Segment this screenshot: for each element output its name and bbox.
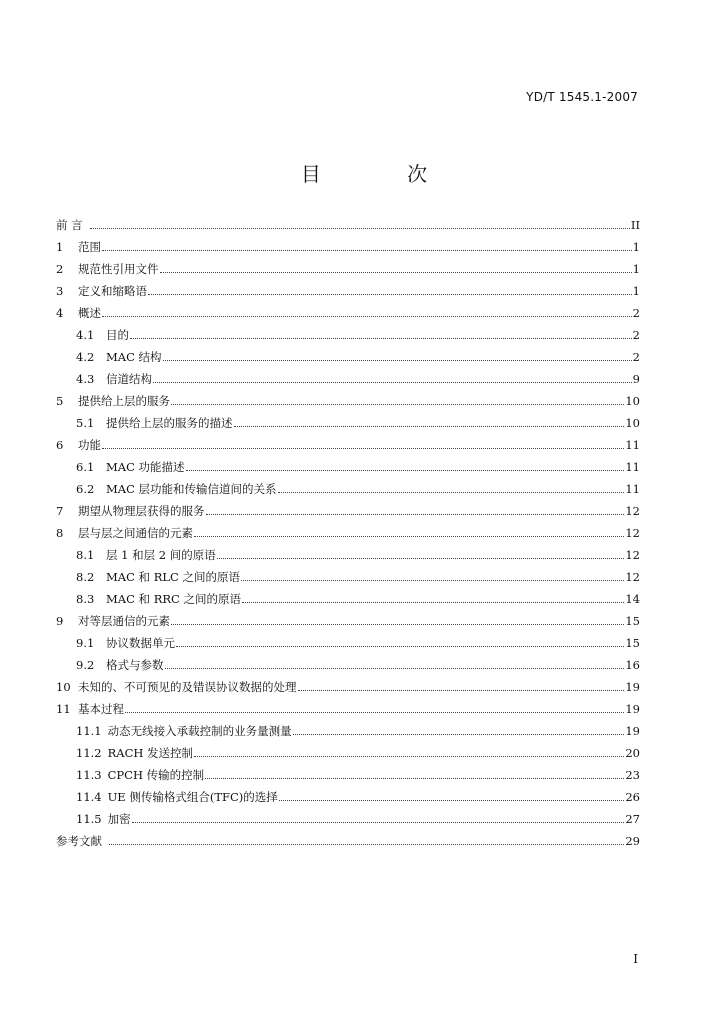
dot-leader — [242, 602, 624, 603]
dot-leader — [186, 470, 625, 471]
toc-entry[interactable] — [56, 500, 640, 522]
toc-entry-page: 16 — [625, 658, 640, 672]
dot-leader — [176, 646, 624, 647]
toc-entry-number: 11.2 — [76, 746, 102, 760]
toc-entry-number: 6 — [56, 438, 64, 452]
dot-leader — [130, 338, 632, 339]
toc-entry-label: MAC 和 RRC 之间的原语 — [106, 592, 241, 606]
dot-leader — [278, 492, 625, 493]
toc-entry[interactable] — [56, 698, 640, 720]
toc-entry-number: 5 — [56, 394, 64, 408]
dot-leader — [241, 580, 624, 581]
toc-entry[interactable] — [56, 764, 640, 786]
toc-entry-label: 信道结构 — [106, 372, 152, 386]
toc-entry-label: 动态无线接入承载控制的业务量测量 — [107, 724, 292, 738]
toc-entry-number: 6.1 — [76, 460, 95, 474]
toc-entry-label: MAC 和 RLC 之间的原语 — [106, 570, 240, 584]
dot-leader — [194, 536, 624, 537]
dot-leader — [279, 800, 625, 801]
toc-entry[interactable] — [56, 412, 640, 434]
document-code: YD/T 1545.1-2007 — [526, 90, 638, 104]
toc-entry[interactable] — [56, 720, 640, 742]
page-title: 目 次 — [300, 162, 468, 186]
toc-entry-number: 8.1 — [76, 548, 95, 562]
toc-entry-number: 11.4 — [76, 790, 102, 804]
dot-leader — [205, 778, 624, 779]
toc-entry-page: 1 — [632, 240, 640, 254]
toc-entry[interactable] — [56, 544, 640, 566]
toc-entry-page: 10 — [625, 394, 640, 408]
dot-leader — [125, 712, 624, 713]
toc-entry[interactable] — [56, 566, 640, 588]
toc-entry-label: 层与层之间通信的元素 — [78, 526, 193, 540]
toc-entry-page: 2 — [632, 328, 640, 342]
toc-entry-page: 11 — [625, 460, 640, 474]
dot-leader — [217, 558, 625, 559]
toc-entry-number: 8 — [56, 526, 64, 540]
dot-leader — [206, 514, 625, 515]
toc-entry-number: 5.1 — [76, 416, 95, 430]
toc-entry-page: 11 — [625, 482, 640, 496]
toc-entry-page: 29 — [625, 834, 640, 848]
toc-entry-number: 10 — [56, 680, 71, 694]
toc-entry-number: 11 — [56, 702, 71, 716]
toc-entry-label: 规范性引用文件 — [78, 262, 159, 276]
page-number: I — [633, 952, 638, 966]
toc-entry-label: MAC 层功能和传输信道间的关系 — [106, 482, 277, 496]
toc-entry-page: 14 — [625, 592, 640, 606]
dot-leader — [171, 624, 624, 625]
toc-entry[interactable] — [56, 434, 640, 456]
toc-entry[interactable] — [56, 478, 640, 500]
toc-entry-page: 11 — [625, 438, 640, 452]
toc-entry-page: 12 — [625, 570, 640, 584]
toc-entry-number: 11.5 — [76, 812, 102, 826]
dot-leader — [148, 294, 632, 295]
toc-entry[interactable] — [56, 830, 640, 852]
dot-leader — [102, 448, 624, 449]
toc-entry[interactable] — [56, 456, 640, 478]
toc-entry[interactable] — [56, 786, 640, 808]
toc-entry-page: 27 — [625, 812, 640, 826]
toc-entry-label: 对等层通信的元素 — [78, 614, 170, 628]
toc-entry[interactable] — [56, 302, 640, 324]
toc-entry-number: 前 言 — [56, 218, 83, 232]
toc-entry[interactable] — [56, 676, 640, 698]
toc-entry-label: RACH 发送控制 — [107, 746, 194, 760]
toc-entry-number: 9.2 — [76, 658, 95, 672]
toc-entry-page: 12 — [625, 504, 640, 518]
dot-leader — [293, 734, 625, 735]
dot-leader — [102, 250, 632, 251]
toc-entry-label: 加密 — [107, 812, 131, 826]
toc-entry-page: 20 — [625, 746, 640, 760]
toc-entry-label: UE 侧传输格式组合(TFC)的选择 — [107, 790, 278, 804]
toc-entry-label: 协议数据单元 — [106, 636, 175, 650]
toc-entry-number: 参考文献 — [56, 834, 102, 848]
dot-leader — [90, 228, 630, 229]
dot-leader — [163, 360, 632, 361]
toc-entry-page: 15 — [625, 636, 640, 650]
toc-entry-label: MAC 功能描述 — [106, 460, 185, 474]
dot-leader — [109, 844, 624, 845]
dot-leader — [153, 382, 632, 383]
toc-entry-page: 10 — [625, 416, 640, 430]
table-of-contents — [56, 214, 640, 852]
dot-leader — [160, 272, 632, 273]
toc-entry-page: 2 — [632, 306, 640, 320]
toc-entry-number: 4.3 — [76, 372, 95, 386]
dot-leader — [102, 316, 632, 317]
toc-entry-label: 目的 — [106, 328, 129, 342]
toc-entry-page: 26 — [625, 790, 640, 804]
toc-entry-number: 4.1 — [76, 328, 95, 342]
toc-entry-page: 1 — [632, 284, 640, 298]
toc-entry[interactable] — [56, 236, 640, 258]
toc-entry-number: 11.3 — [76, 768, 102, 782]
toc-entry[interactable] — [56, 346, 640, 368]
toc-entry[interactable] — [56, 390, 640, 412]
toc-entry-page: 19 — [625, 724, 640, 738]
dot-leader — [194, 756, 624, 757]
toc-entry-label: 提供给上层的服务的描述 — [106, 416, 233, 430]
toc-entry[interactable] — [56, 654, 640, 676]
toc-entry[interactable] — [56, 522, 640, 544]
toc-entry-number: 9 — [56, 614, 64, 628]
toc-entry[interactable] — [56, 632, 640, 654]
toc-entry-number: 7 — [56, 504, 64, 518]
toc-entry-number: 8.2 — [76, 570, 95, 584]
toc-entry-number: 11.1 — [76, 724, 102, 738]
toc-entry-page: 19 — [625, 702, 640, 716]
toc-entry-label: 层 1 和层 2 间的原语 — [106, 548, 216, 562]
toc-entry-label: 范围 — [78, 240, 101, 254]
toc-entry-label: 概述 — [78, 306, 101, 320]
toc-entry-number: 9.1 — [76, 636, 95, 650]
toc-entry-page: 15 — [625, 614, 640, 628]
toc-entry-number: 3 — [56, 284, 64, 298]
toc-entry[interactable] — [56, 742, 640, 764]
toc-entry[interactable] — [56, 280, 640, 302]
toc-entry-number: 6.2 — [76, 482, 95, 496]
toc-entry[interactable] — [56, 258, 640, 280]
toc-entry-page: 12 — [625, 548, 640, 562]
toc-entry[interactable] — [56, 368, 640, 390]
toc-entry-label: 期望从物理层获得的服务 — [78, 504, 205, 518]
toc-entry-page: 1 — [632, 262, 640, 276]
dot-leader — [234, 426, 625, 427]
toc-entry-label: 未知的、不可预见的及错误协议数据的处理 — [78, 680, 297, 694]
toc-entry[interactable] — [56, 808, 640, 830]
toc-entry[interactable] — [56, 588, 640, 610]
dot-leader — [165, 668, 625, 669]
toc-entry-number: 8.3 — [76, 592, 95, 606]
toc-entry[interactable] — [56, 610, 640, 632]
toc-entry-label: CPCH 传输的控制 — [107, 768, 205, 782]
toc-entry-page: 12 — [625, 526, 640, 540]
toc-entry-page: 19 — [625, 680, 640, 694]
toc-entry-page: 2 — [632, 350, 640, 364]
toc-entry-label: MAC 结构 — [106, 350, 162, 364]
dot-leader — [171, 404, 624, 405]
toc-entry-label: 提供给上层的服务 — [78, 394, 170, 408]
toc-entry-label: 功能 — [78, 438, 101, 452]
toc-entry-page: 9 — [632, 372, 640, 386]
dot-leader — [298, 690, 625, 691]
toc-entry-page: II — [630, 218, 640, 232]
toc-entry-page: 23 — [625, 768, 640, 782]
toc-entry[interactable] — [56, 214, 640, 236]
toc-entry-number: 2 — [56, 262, 64, 276]
toc-entry-label: 定义和缩略语 — [78, 284, 147, 298]
toc-entry-number: 4 — [56, 306, 64, 320]
toc-entry-label: 格式与参数 — [106, 658, 164, 672]
dot-leader — [132, 822, 625, 823]
toc-entry-label: 基本过程 — [78, 702, 124, 716]
toc-entry[interactable] — [56, 324, 640, 346]
toc-entry-number: 4.2 — [76, 350, 95, 364]
toc-entry-number: 1 — [56, 240, 64, 254]
